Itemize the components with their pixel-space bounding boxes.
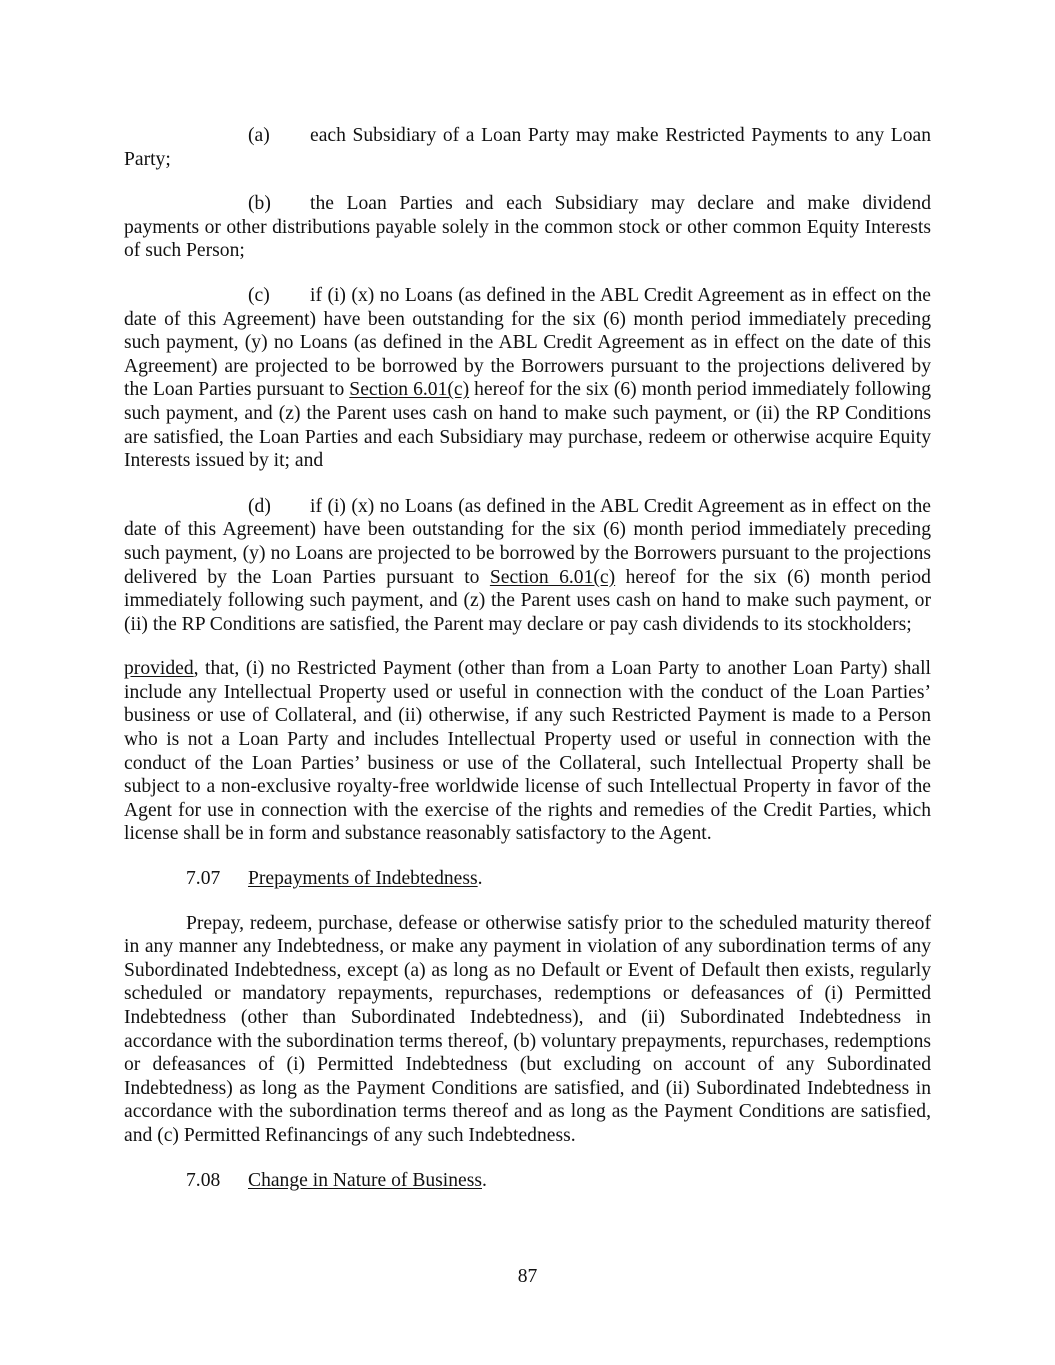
section-6-01c-reference: Section 6.01(c) — [349, 379, 470, 401]
paragraph-a — [124, 124, 931, 171]
paragraph-c-label: (c) — [248, 284, 270, 306]
provided-term: provided — [124, 658, 194, 680]
section-number-7-08: 7.08 — [186, 1169, 221, 1191]
paragraph-d-label: (d) — [248, 495, 271, 517]
paragraph-a-label: (a) — [248, 125, 270, 146]
paragraph-d — [124, 495, 931, 637]
section-title-7-08-period: . — [482, 1169, 487, 1191]
section-7-07-body: Prepay, redeem, purchase, defease or otherwise satisfy prior to the scheduled maturity thereof in any manner any Indebtedness, or make any payment in violation of any subordination terms of any Subordinated Indebtedness, except (a) as long as no Default or Event of Default then exists, regularly scheduled or mandatory repayments, repurchases, redemptions or defeasances of (i) Permitted Indebtedness (other than Subordinated Indebtedness), and (ii) Subordinated Indebtedness in accordance with the subordination terms thereof, (b) voluntary prepayments, repurchases, redemptions or defeasances of (i) Permitted Indebtedness (but excluding on account of any Subordinated Indebtedness) as long as the Payment Conditions are satisfied, and (ii) Subordinated Indebtedness in accordance with the subordination terms thereof and as long as the Payment Conditions are satisfied, and (c) Permitted Refinancings of any such Indebtedness. — [124, 912, 931, 1146]
paragraph-c-text-2: hereof for the six (6) month period immediately following such payment, and (z) the Parent uses cash on hand to make such payment, or (ii) the RP Conditions are satisfied, the Loan Parties and each Subsidiary may purchase, redeem or otherwise acquire Equity Interests issued by it; and — [124, 379, 931, 472]
paragraph-c — [124, 284, 931, 473]
proviso-text: , that, (i) no Restricted Payment (other than from a Loan Party to another Loan Party) shall include any Intellectual Property used or useful in connection with the conduct of the Loan Parties’ business or use of Collateral, and (ii) otherwise, if any such Restricted Payment is made to a Person who is not a Loan Party and includes Intellectual Property used or useful in connection with the conduct of the Loan Parties’ business or use of the Collateral, such Intellectual Property shall be subject to a non-exclusive royalty-free worldwide license of such Intellectual Property in favor of the Agent for use in connection with the exercise of the rights and remedies of the Credit Parties, which license shall be in form and substance reasonably satisfactory to the Agent. — [124, 658, 931, 845]
paragraph-c-text-1: if (i) (x) no Loans (as defined in the ABL Credit Agreement as in effect on the date of this Agreement) have been outstanding for the six (6) month period immediately preceding such payment, (y) no Loans (as defined in the ABL Credit Agreement as in effect on the date of this Agreement) are projected to be borrowed by the Borrowers pursuant to the projections delivered by the Loan Parties pursuant to — [124, 284, 931, 401]
paragraph-b — [124, 192, 931, 263]
proviso-paragraph — [124, 657, 931, 846]
paragraph-b-label: (b) — [248, 193, 271, 215]
paragraph-d-text-2: hereof for the six (6) month period immediately following such payment, and (z) the Parent uses cash on hand to make such payment, or (ii) the RP Conditions are satisfied, the Parent may declare or pay cash dividends to its stockholders; — [124, 566, 931, 635]
section-title-7-07: Prepayments of Indebtedness — [248, 868, 478, 890]
section-number-7-07: 7.07 — [186, 868, 221, 890]
page-number: 87 — [517, 1266, 538, 1287]
document-page — [124, 124, 931, 1192]
section-heading-7-08 — [124, 1169, 931, 1193]
section-heading-7-07 — [124, 867, 931, 891]
section-title-7-07-period: . — [477, 868, 483, 890]
section-title-7-08: Change in Nature of Business — [248, 1169, 482, 1191]
paragraph-b-text: the Loan Parties and each Subsidiary may declare and make dividend payments or other distributions payable solely in the common stock or other common Equity Interests of such Person; — [124, 193, 931, 262]
section-6-01c-reference: Section 6.01(c) — [489, 566, 616, 588]
paragraph-d-text-1: if (i) (x) no Loans (as defined in the ABL Credit Agreement as in effect on the date of this Agreement) have been outstanding for the six (6) month period immediately preceding such payment, (y) no Loans are projected to be borrowed by the Borrowers pursuant to the projections delivered by the Loan Parties pursuant to — [124, 495, 931, 588]
paragraph-a-text: each Subsidiary of a Loan Party may make Restricted Payments to any Loan Party; — [124, 125, 931, 170]
